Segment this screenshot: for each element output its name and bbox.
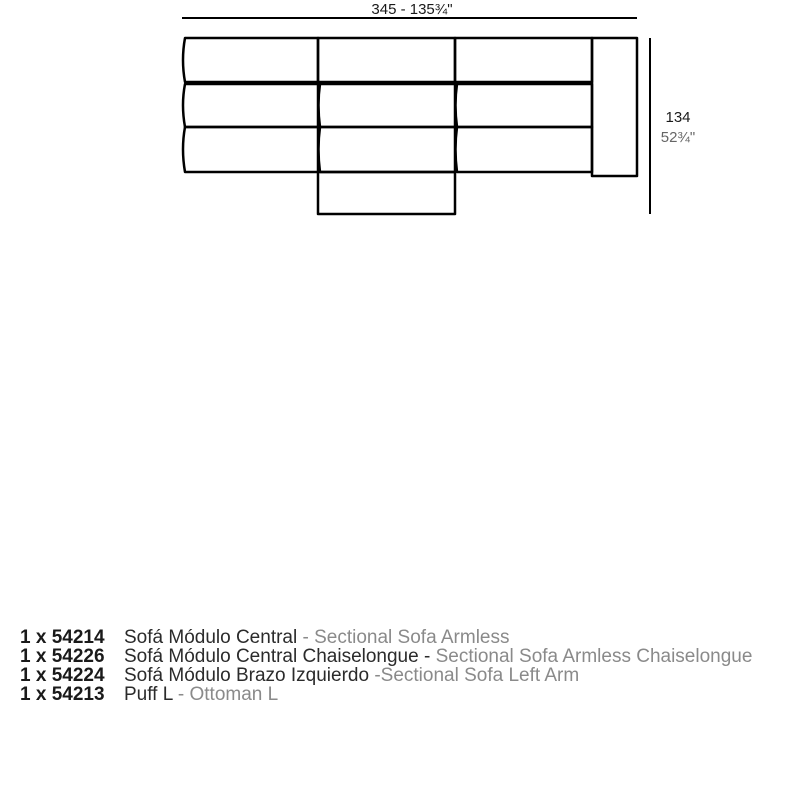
depth-inch-label: 52¾": [660, 129, 696, 146]
module-name-en: Ottoman L: [189, 684, 279, 705]
module-name-en: Sectional Sofa Left Arm: [380, 665, 580, 686]
module-code: 1 x 54226: [20, 646, 105, 667]
module-separator: -: [297, 627, 315, 648]
module-name-en: Sectional Sofa Armless: [314, 627, 510, 648]
depth-cm-label: 134: [665, 109, 691, 126]
module-left-armless: [183, 38, 318, 172]
module-row: [20, 685, 752, 704]
module-list: [20, 628, 752, 704]
module-name-es: Sofá Módulo Brazo Izquierdo: [124, 665, 370, 686]
module-code: 1 x 54213: [20, 684, 105, 705]
module-right-center: [455, 38, 592, 172]
module-name-es: Puff L: [124, 684, 173, 705]
module-separator: -: [418, 646, 436, 667]
module-row: [20, 647, 752, 666]
module-name-es: Sofá Módulo Central: [124, 627, 298, 648]
module-row: [20, 628, 752, 647]
module-code: 1 x 54224: [20, 665, 105, 686]
module-separator: -: [172, 684, 190, 705]
sofa-plan-diagram: [0, 0, 800, 260]
module-name-es: Sofá Módulo Central Chaiselongue: [124, 646, 419, 667]
module-separator: -: [369, 665, 381, 686]
module-center-chaiselongue: [318, 38, 455, 214]
width-dimension-label: 345 - 135¾": [371, 1, 453, 18]
module-name-en: Sectional Sofa Armless Chaiselongue: [435, 646, 753, 667]
module-arm: [592, 38, 637, 176]
module-code: 1 x 54214: [20, 627, 105, 648]
module-row: [20, 666, 752, 685]
